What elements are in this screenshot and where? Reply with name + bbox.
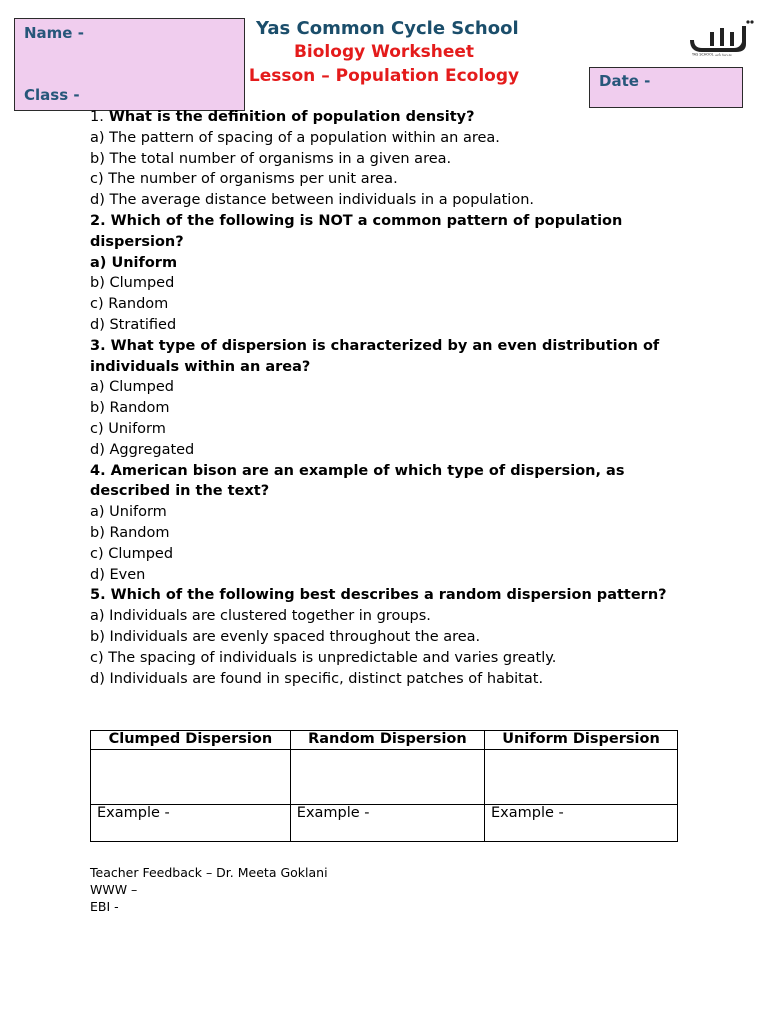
question-4: 4. American bison are an example of which type of dispersion, as described in the text? [90, 462, 625, 500]
option: c) Random [90, 296, 169, 313]
option: b) Individuals are evenly spaced throughout the area. [90, 628, 481, 645]
option: a) Clumped [90, 379, 174, 396]
table-header: Uniform Dispersion [485, 731, 678, 750]
option: c) The spacing of individuals is unpredictable and varies greatly. [90, 649, 557, 666]
feedback-www[interactable]: WWW – [90, 882, 138, 897]
question-5: 5. Which of the following best describes a random dispersion pattern? [90, 587, 667, 604]
school-name: Yas Common Cycle School [256, 18, 519, 39]
option: b) Random [90, 524, 170, 541]
option: c) Clumped [90, 545, 174, 562]
feedback-teacher: Teacher Feedback – Dr. Meeta Goklani [90, 865, 328, 880]
option: d) The average distance between individuals in a population. [90, 192, 534, 209]
option: c) The number of organisms per unit area. [90, 171, 398, 188]
drawing-cell-clumped[interactable] [91, 750, 291, 805]
yas-school-logo [690, 18, 754, 56]
option: d) Individuals are found in specific, distinct patches of habitat. [90, 670, 544, 687]
example-cell-clumped[interactable]: Example - [91, 805, 291, 842]
option: d) Stratified [90, 316, 177, 333]
option: d) Aggregated [90, 441, 195, 458]
name-label: Name - [24, 24, 84, 42]
option: b) The total number of organisms in a given area. [90, 150, 452, 167]
option: a) Individuals are clustered together in groups. [90, 608, 431, 625]
date-label: Date - [599, 72, 651, 90]
table-header: Clumped Dispersion [91, 731, 291, 750]
option: a) The pattern of spacing of a population within an area. [90, 129, 500, 146]
drawing-cell-random[interactable] [290, 750, 484, 805]
option: b) Random [90, 400, 170, 417]
example-cell-random[interactable]: Example - [290, 805, 484, 842]
logo-text: YAS SCHOOL مدرسة ياس [692, 52, 732, 56]
option: a) Uniform [90, 254, 178, 271]
teacher-feedback [90, 864, 328, 915]
question-2: 2. Which of the following is NOT a common pattern of population dispersion? [90, 212, 623, 250]
feedback-ebi[interactable]: EBI - [90, 899, 119, 914]
question-list [90, 107, 680, 689]
dispersion-table [90, 730, 678, 842]
drawing-cell-uniform[interactable] [485, 750, 678, 805]
question-1: 1. What is the definition of population density? [90, 109, 475, 125]
class-label: Class - [24, 86, 80, 104]
option: d) Even [90, 566, 146, 583]
option: b) Clumped [90, 275, 175, 292]
lesson-title: Lesson – Population Ecology [248, 66, 520, 86]
example-cell-uniform[interactable]: Example - [485, 805, 678, 842]
option: a) Uniform [90, 504, 167, 521]
option: c) Uniform [90, 420, 166, 437]
worksheet-title: Biology Worksheet [293, 42, 475, 62]
question-3: 3. What type of dispersion is characterized by an even distribution of individuals within an area? [90, 337, 660, 375]
table-header: Random Dispersion [290, 731, 484, 750]
